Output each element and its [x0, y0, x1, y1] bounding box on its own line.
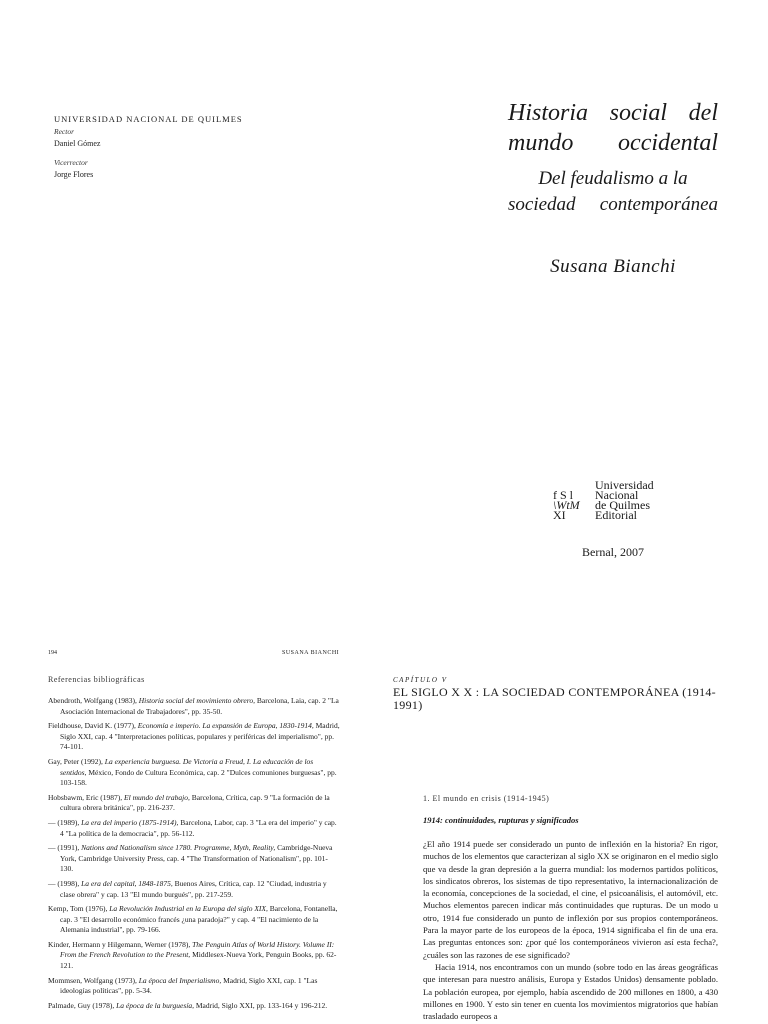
bibliography-entry-author: Hobsbawm, Eric (1987),	[48, 792, 125, 802]
rector-name: Daniel Gómez	[54, 139, 101, 148]
bibliography-entry-title: La era del imperio (1875-1914),	[81, 817, 179, 827]
bibliography-entry-title: La era del capital, 1848-1875,	[81, 878, 173, 888]
book-title	[508, 98, 718, 158]
logo-mark-line-3: XI	[553, 508, 566, 522]
chapter-label: CAPÍTULO V	[393, 676, 448, 684]
publisher-logo-mark	[553, 490, 580, 520]
book-author: Susana Bianchi	[550, 256, 676, 277]
bibliography-entry-details: Buenos Aires, Crítica, cap. 12 "Ciudad, industria y clase obrera" y cap. 13 "El mundo burgués", pp. 217-259.	[60, 878, 327, 899]
book-title-line-1: Historia social del	[508, 100, 718, 126]
bibliography-entry-author: Palmade, Guy (1978),	[48, 1000, 117, 1010]
bibliography-entry	[48, 696, 340, 717]
bibliography-entry-author: — (1991),	[48, 843, 82, 853]
bibliography-entry-details: Barcelona, Crítica, cap. 9 "La formación de la cultura obrera británica", pp. 216-237.	[60, 792, 330, 813]
imprint-place-year: Bernal, 2007	[582, 545, 644, 559]
bibliography-entry	[48, 757, 340, 789]
page-number: 194	[48, 650, 57, 656]
vicerector-label: Vicerrector	[54, 158, 88, 167]
bibliography-entry-title: La experiencia burguesa. De Victoria a Freud, I. La educación de los sentidos,	[60, 756, 314, 777]
bibliography-entry-title: La época de la burguesía,	[116, 1000, 194, 1010]
bibliography-entry-title: The Penguin Atlas of World History. Volume II: From the French Revolution to the Present,	[60, 939, 335, 960]
bibliography-entry-details: Madrid, Siglo XXI, cap. 4 "Interpretaciones políticas, populares y periféricas del imperialismo", pp. 74-101.	[60, 721, 340, 752]
bibliography-entry-author: — (1998),	[48, 878, 82, 888]
bibliography-entry-title: El mundo del trabajo,	[124, 792, 190, 802]
bibliography-entry-author: Fieldhouse, David K. (1977),	[48, 721, 138, 731]
bibliography-entry-details: Middlesex-Nueva York, Penguin Books, pp. 62-121.	[60, 950, 337, 971]
bibliography-entry	[48, 976, 340, 997]
bibliography-entry-title: Nations and Nationalism since 1780. Programme, Myth, Reality,	[81, 843, 276, 853]
bibliography-entry	[48, 818, 340, 839]
publisher-line-4: Editorial	[595, 508, 637, 522]
bibliography-heading: Referencias bibliográficas	[48, 675, 145, 684]
bibliography-entry	[48, 904, 340, 936]
bibliography-entry	[48, 793, 340, 814]
bibliography-entry-details: Madrid, Siglo XXI, cap. 1 "Las ideologías políticas", pp. 5-34.	[60, 975, 318, 996]
bibliography-entry-author: Mommsen, Wolfgang (1973),	[48, 975, 139, 985]
bibliography-entry-title: Economía e imperio. La expansión de Europa, 1830-1914,	[137, 721, 314, 731]
logo-mark-line-1: f S l	[553, 488, 574, 502]
section-heading: 1. El mundo en crisis (1914-1945)	[423, 794, 550, 803]
bibliography-entry-details: Madrid, Siglo XXI, pp. 133-164 y 196-212.	[193, 1000, 328, 1010]
publisher-line-1: Universidad	[595, 478, 654, 492]
bibliography-entry	[48, 843, 340, 875]
bibliography-entry-author: Abendroth, Wolfgang (1983),	[48, 696, 139, 705]
publisher-line-2: Nacional	[595, 488, 639, 502]
bibliography-entry	[48, 721, 340, 753]
book-subtitle-line-1: Del feudalismo a la	[538, 168, 688, 189]
body-paragraph: Hacia 1914, nos encontramos con un mundo (sobre todo en las áreas geográficas que interesan para nuestro análisis, Europa y Estados Unidos) densamente poblado. La población europea, por ejemplo, había ascendido de 200 millones en 1800, a 430 millones en 1900. Y esto sin tener en cuenta los movimientos migratorios que habían trasladado europeos a	[423, 961, 718, 1022]
bibliography-entry-details: Barcelona, Labor, cap. 3 "La era del imperio" y cap. 4 "La política de la democracia", pp. 56-112.	[60, 817, 337, 838]
vicerector-name: Jorge Flores	[54, 170, 94, 179]
bibliography-entry-title: La Revolución Industrial en la Europa del siglo XIX,	[109, 904, 268, 914]
bibliography-entry	[48, 1001, 340, 1012]
bibliography-entry-author: Gay, Peter (1992),	[48, 756, 105, 766]
rector-label: Rector	[54, 127, 74, 136]
running-head: SUSANA BIANCHI	[282, 650, 340, 656]
university-name: UNIVERSIDAD NACIONAL DE QUILMES	[54, 114, 243, 124]
subsection-heading: 1914: continuidades, rupturas y significados	[423, 815, 579, 825]
bibliography-entry	[48, 940, 340, 972]
bibliography-entry-details: Cambridge-Nueva York, Cambridge University Press, cap. 4 "The Transformation of Nationalism", pp. 101-130.	[60, 843, 333, 874]
bibliography-list	[48, 696, 340, 1015]
book-subtitle	[508, 166, 718, 218]
bibliography-entry-author: Kemp, Tom (1976),	[48, 904, 110, 914]
chapter-body-text	[423, 838, 718, 1022]
chapter-title: EL SIGLO X X : LA SOCIEDAD CONTEMPORÁNEA (1914-1991)	[393, 685, 716, 712]
book-subtitle-line-2: sociedad contemporánea	[508, 194, 718, 215]
bibliography-entry-details: México, Fondo de Cultura Económica, cap. 2 "Dulces comuniones burguesas", pp. 103-158.	[60, 767, 337, 788]
bibliography-entry-author: — (1989),	[48, 817, 82, 827]
bibliography-entry	[48, 879, 340, 900]
publisher-line-3: de Quilmes	[595, 498, 650, 512]
bibliography-entry-author: Kinder, Hermann y Hilgemann, Werner (1978),	[48, 939, 193, 949]
body-paragraph: ¿El año 1914 puede ser considerado un punto de inflexión en la historia? En rigor, muchos de los elementos que caracterizan al siglo XX se originaron en el medio siglo que va desde la gran depresión a la guerra mundial: los modernos partidos políticos, los sindicatos obreros, los sistemas de tipo representativo, la internacionalización de la economía, concepciones de la sociedad, el cine, el psicoanálisis, el automóvil, etc. Muchos elementos parecen indicar más continuidades que rupturas. De un modo u otro, 1914 fue considerado un punto de inflexión por sus propios contemporáneos. Para la mayor parte de los europeos de la época, 1914 significaba el fin de una era. Las preguntas entonces son: ¿por qué los contemporáneos vivieron así esta fecha?, ¿cuáles son las razones de ese significado?	[423, 839, 718, 960]
bibliography-entry-title: Historia social del movimiento obrero,	[138, 696, 256, 705]
publisher-name	[595, 480, 654, 520]
bibliography-entry-details: Barcelona, Laia, cap. 2 "La Asociación Internacional de Trabajadores", pp. 35-50.	[60, 696, 339, 716]
bibliography-entry-title: La época del Imperialismo,	[138, 975, 222, 985]
logo-mark-line-2: \WtM	[553, 498, 580, 512]
bibliography-entry-details: Barcelona, Fontanella, cap. 3 "El desarrollo económico francés ¿una paradoja?" y cap. 4 "El nacimiento de la Alemania industrial", pp. 79-166.	[60, 904, 338, 935]
book-title-line-2: mundo occidental	[508, 130, 718, 156]
